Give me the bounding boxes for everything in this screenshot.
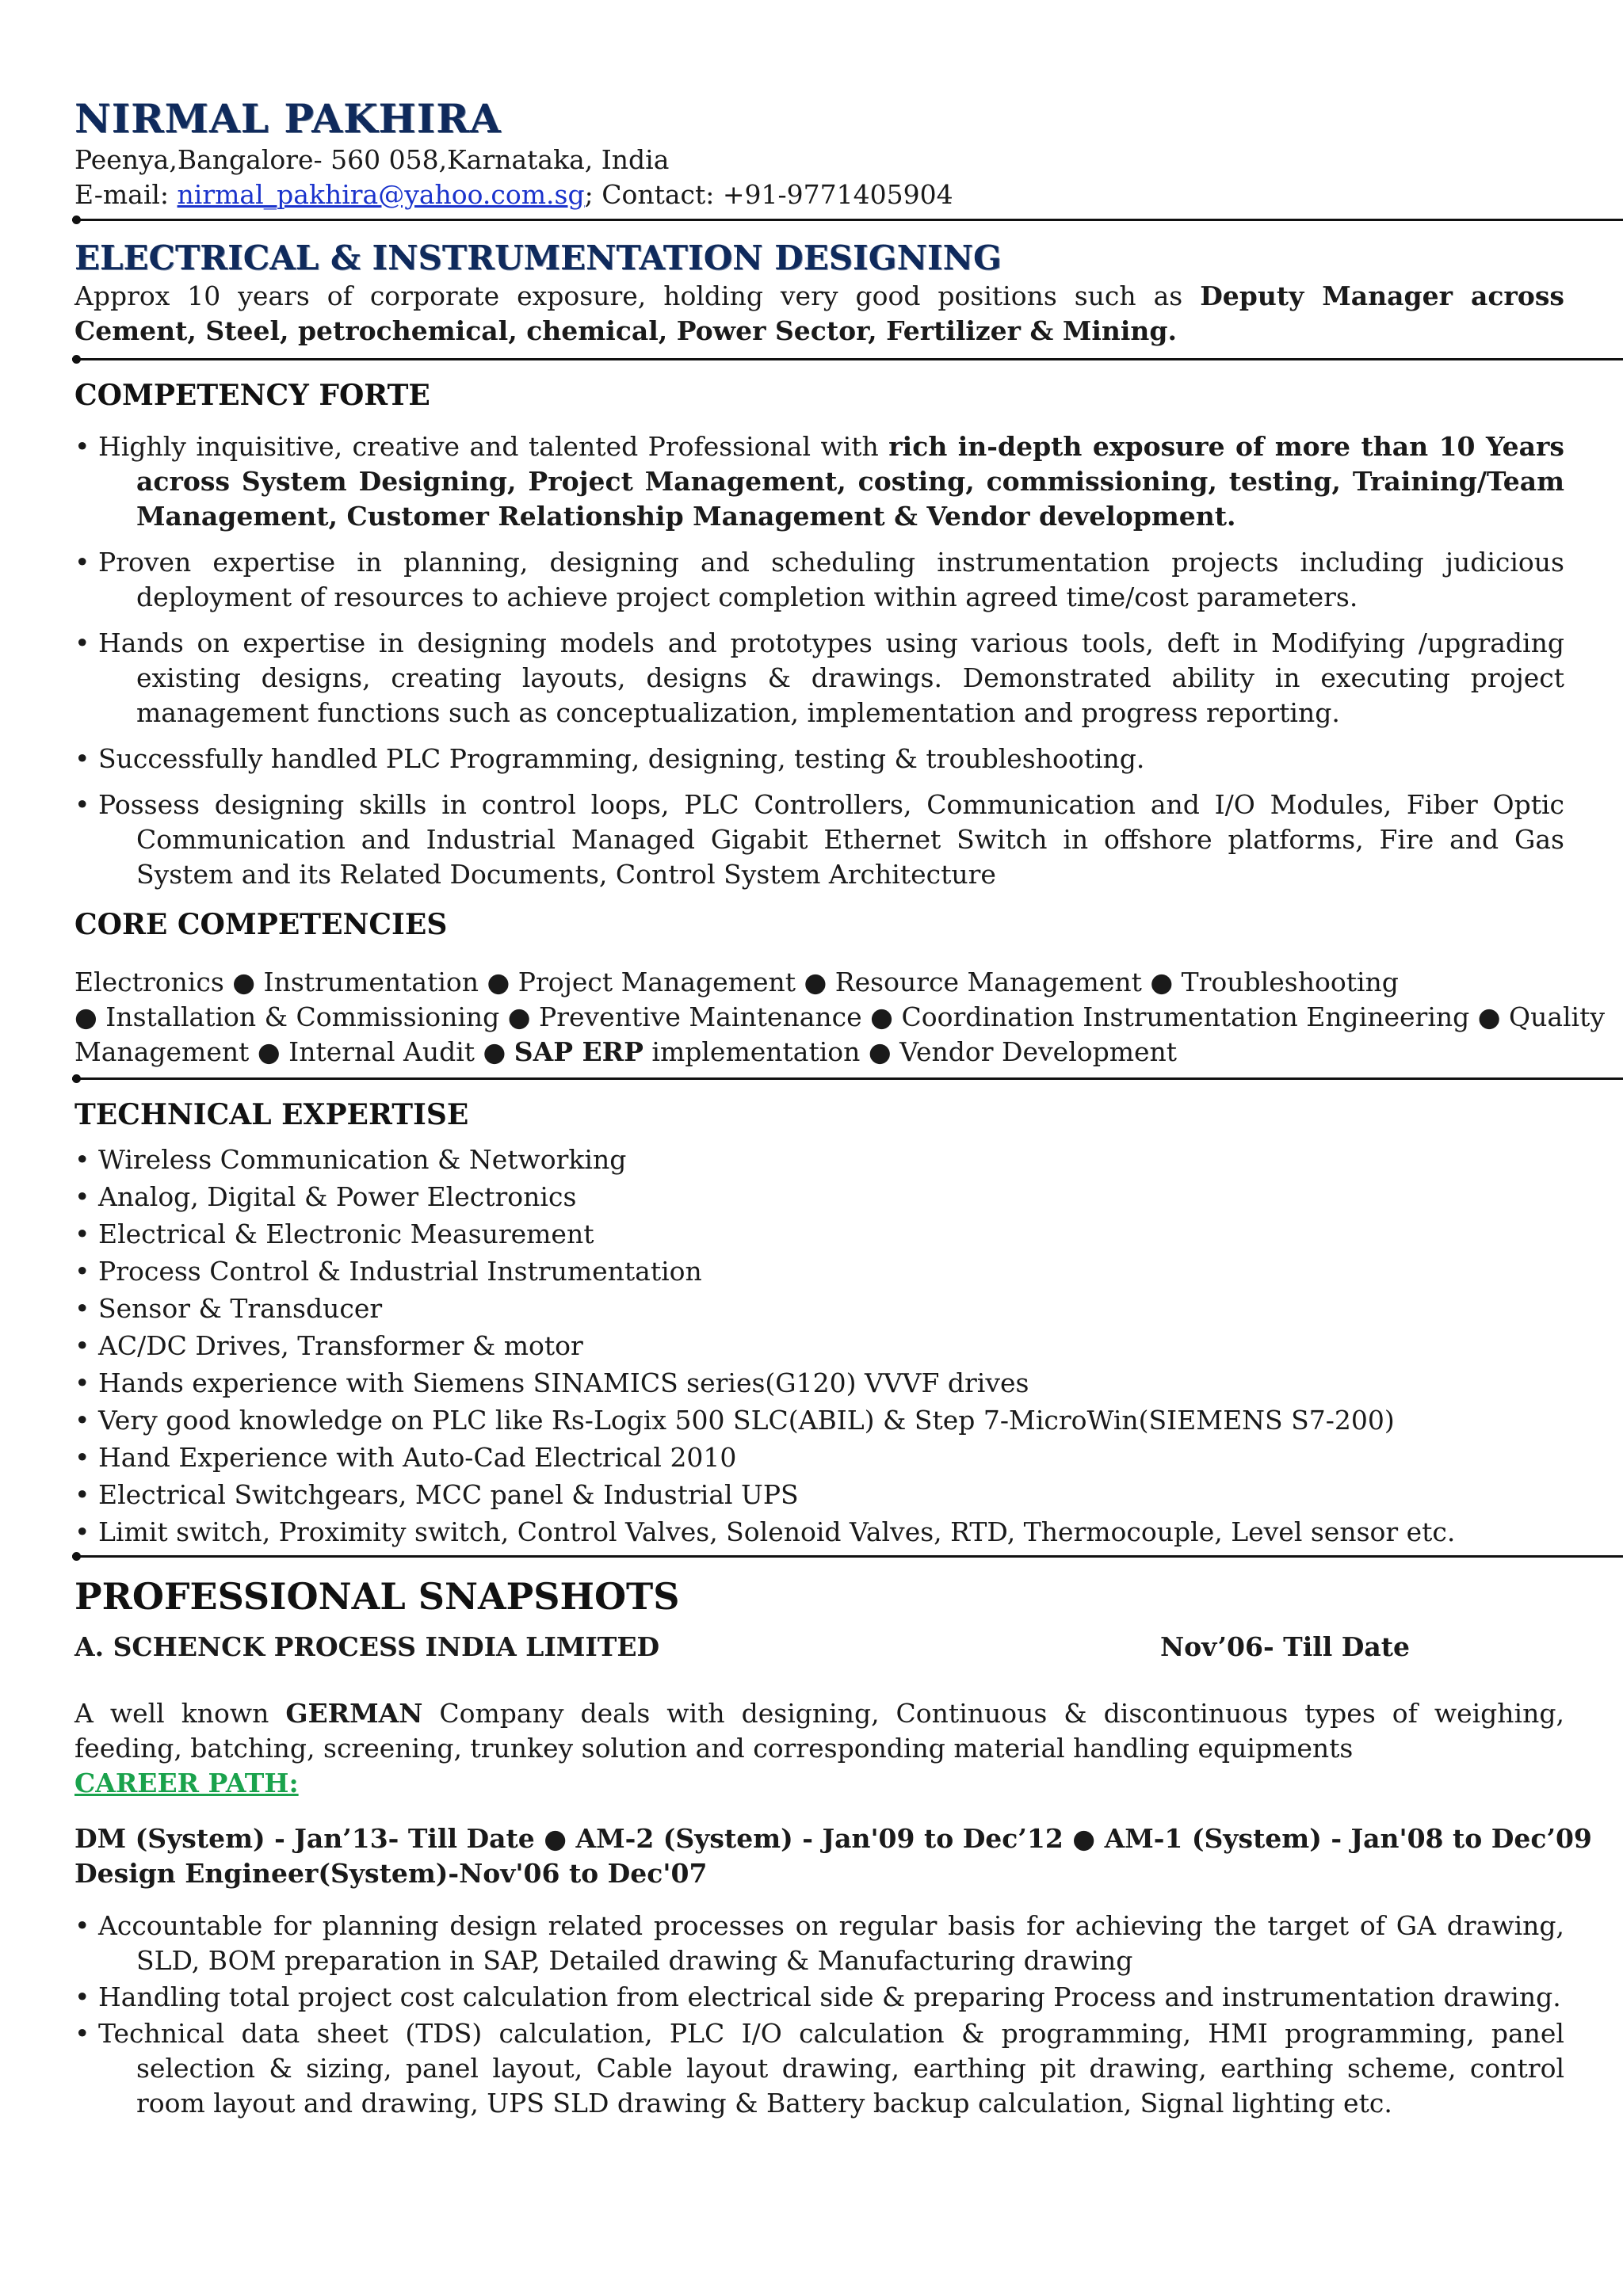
list-item	[74, 1980, 1564, 2015]
item-text: Possess designing skills in control loops, PLC Controllers, Communication and I/O Modules, Fiber Optic Communication and Industrial Managed Gigabit Ethernet Switch in offshore platforms, Fire and Gas System and its Related Documents, Control System Architecture	[98, 789, 1564, 890]
bullet-icon: •	[74, 1405, 90, 1436]
bullet-icon: •	[74, 1144, 90, 1175]
desc-text: A well known	[74, 1698, 286, 1729]
profile-summary	[74, 279, 1564, 349]
rule-dot-icon	[72, 355, 81, 364]
section-heading-competency-forte: COMPETENCY FORTE	[74, 379, 430, 412]
bullet-icon: •	[74, 2018, 90, 2049]
core-line-3	[74, 1035, 1564, 1070]
item-text: Successfully handled PLC Programming, designing, testing & troubleshooting.	[98, 743, 1145, 774]
career-roles	[74, 1821, 1592, 1891]
bullet-icon: •	[74, 627, 90, 658]
list-item	[74, 545, 1564, 615]
list-item	[74, 1291, 1564, 1326]
core-line-2: ● Installation & Commissioning ● Preventive Maintenance ● Coordination Instrumentation Engineering ● Quality	[74, 1001, 1606, 1032]
bullet-icon: •	[74, 1442, 90, 1473]
list-item	[74, 1440, 1564, 1475]
item-text: Handling total project cost calculation from electrical side & preparing Process and instrumentation drawing.	[98, 1981, 1561, 2012]
technical-expertise-list	[74, 1142, 1564, 1550]
item-highlight: rich in-depth exposure of more than 10 Years across System Designing, Project Management, costing, commissioning, testing, Training/Team Management, Customer Relationship Management & Vendor development.	[136, 431, 1564, 532]
list-item	[74, 2016, 1564, 2121]
item-text: Hand Experience with Auto-Cad Electrical 2010	[98, 1442, 737, 1473]
list-item	[74, 1180, 1564, 1215]
summary-highlight: Deputy Manager across Cement, Steel, petrochemical, chemical, Power Sector, Fertilizer & Mining.	[74, 280, 1564, 346]
summary-text: Approx 10 years of corporate exposure, holding very good positions such as	[74, 280, 1201, 311]
item-text: Wireless Communication & Networking	[98, 1144, 627, 1175]
competency-forte-list	[74, 429, 1564, 892]
desc-highlight: GERMAN	[285, 1698, 423, 1729]
core-highlight: SAP ERP	[514, 1036, 643, 1067]
section-heading-core-competencies: CORE COMPETENCIES	[74, 908, 448, 941]
bullet-icon: •	[74, 789, 90, 820]
item-text: Technical data sheet (TDS) calculation, PLC I/O calculation & programming, HMI programming, panel selection & sizing, panel layout, Cable layout drawing, earthing pit drawing, earthing scheme, control room layout and drawing, UPS SLD drawing & Battery backup calculation, Signal lighting etc.	[98, 2018, 1564, 2119]
bullet-icon: •	[74, 743, 90, 774]
bullet-icon: •	[74, 1219, 90, 1249]
bullet-icon: •	[74, 1479, 90, 1510]
bullet-icon: •	[74, 1293, 90, 1324]
item-text: Process Control & Industrial Instrumentation	[98, 1256, 702, 1287]
list-item	[74, 1142, 1564, 1177]
contact-phone: ; Contact: +91-9771405904	[584, 179, 953, 210]
bullet-icon: •	[74, 431, 90, 462]
resume-page	[74, 95, 1606, 2132]
list-item	[74, 1478, 1564, 1512]
bullet-icon: •	[74, 547, 90, 578]
bullet-icon: •	[74, 1181, 90, 1212]
desc-text: Company deals with designing, Continuous & discontinuous types of weighing, feeding, batching, screening, trunkey solution and corresponding material handling equipments	[74, 1698, 1564, 1764]
company-row	[74, 1630, 1564, 1666]
item-text: Sensor & Transducer	[98, 1293, 383, 1324]
bullet-icon: •	[74, 1516, 90, 1547]
list-item	[74, 429, 1564, 534]
item-text: Very good knowledge on PLC like Rs-Logix 500 SLC(ABIL) & Step 7-MicroWin(SIEMENS S7-200)	[98, 1405, 1395, 1436]
candidate-name: NIRMAL PAKHIRA	[74, 95, 502, 142]
core-text: Management ● Internal Audit ●	[74, 1036, 514, 1067]
section-heading-professional-snapshots: PROFESSIONAL SNAPSHOTS	[74, 1575, 680, 1618]
item-text: Analog, Digital & Power Electronics	[98, 1181, 577, 1212]
item-text: Proven expertise in planning, designing and scheduling instrumentation projects including judicious deployment of resources to achieve project completion within agreed time/cost parameters.	[98, 547, 1564, 612]
profile-title: ELECTRICAL & INSTRUMENTATION DESIGNING	[74, 238, 1002, 277]
company-description	[74, 1696, 1564, 1766]
item-text: Electrical Switchgears, MCC panel & Industrial UPS	[98, 1479, 799, 1510]
list-item	[74, 1403, 1564, 1438]
bullet-icon: •	[74, 1910, 90, 1941]
item-text: Electrical & Electronic Measurement	[98, 1219, 594, 1249]
list-item	[74, 1254, 1564, 1289]
divider	[72, 1074, 1623, 1082]
bullet-icon: •	[74, 1256, 90, 1287]
career-path-label: CAREER PATH:	[74, 1768, 299, 1798]
item-text: Hands experience with Siemens SINAMICS series(G120) VVVF drives	[98, 1367, 1029, 1398]
list-item	[74, 1217, 1564, 1252]
bullet-icon: •	[74, 1367, 90, 1398]
core-line-1: Electronics ● Instrumentation ● Project Management ● Resource Management ● Troubleshooting	[74, 967, 1399, 997]
contact-line	[74, 177, 1564, 212]
list-item	[74, 626, 1564, 730]
company-period: Nov’06- Till Date	[1160, 1631, 1411, 1662]
rule-dot-icon	[72, 1074, 81, 1083]
duties-list	[74, 1909, 1564, 2121]
address: Peenya,Bangalore- 560 058,Karnataka, India	[74, 144, 670, 175]
email-label: E-mail:	[74, 179, 178, 210]
list-item	[74, 1909, 1564, 1978]
list-item	[74, 1329, 1564, 1363]
rule-dot-icon	[72, 1552, 81, 1561]
divider	[72, 355, 1623, 363]
divider	[72, 215, 1623, 223]
list-item	[74, 1515, 1564, 1550]
list-item	[74, 1366, 1564, 1401]
bullet-icon: •	[74, 1330, 90, 1361]
roles-line-1: DM (System) - Jan’13- Till Date ● AM-2 (System) - Jan'09 to Dec’12 ● AM-1 (System) - Jan'08 to Dec’09	[74, 1823, 1592, 1854]
item-text: AC/DC Drives, Transformer & motor	[98, 1330, 583, 1361]
list-item	[74, 742, 1564, 776]
rule-dot-icon	[72, 215, 81, 224]
bullet-icon: •	[74, 1981, 90, 2012]
section-heading-technical-expertise: TECHNICAL EXPERTISE	[74, 1098, 469, 1131]
item-text: Limit switch, Proximity switch, Control Valves, Solenoid Valves, RTD, Thermocouple, Level sensor etc.	[98, 1516, 1456, 1547]
email-link[interactable]: nirmal_pakhira@yahoo.com.sg	[177, 179, 585, 210]
item-text: Accountable for planning design related processes on regular basis for achieving the target of GA drawing, SLD, BOM preparation in SAP, Detailed drawing & Manufacturing drawing	[98, 1910, 1564, 1976]
company-name: A. SCHENCK PROCESS INDIA LIMITED	[74, 1631, 660, 1662]
core-text: implementation ● Vendor Development	[643, 1036, 1178, 1067]
list-item	[74, 788, 1564, 892]
item-text: Highly inquisitive, creative and talented Professional with	[98, 431, 889, 462]
divider	[72, 1552, 1623, 1560]
roles-line-2: Design Engineer(System)-Nov'06 to Dec'07	[74, 1858, 708, 1889]
item-text: Hands on expertise in designing models and prototypes using various tools, deft in Modifying /upgrading existing designs, creating layouts, designs & drawings. Demonstrated ability in executing project management functions such as conceptualization, implementation and progress reporting.	[98, 627, 1564, 728]
